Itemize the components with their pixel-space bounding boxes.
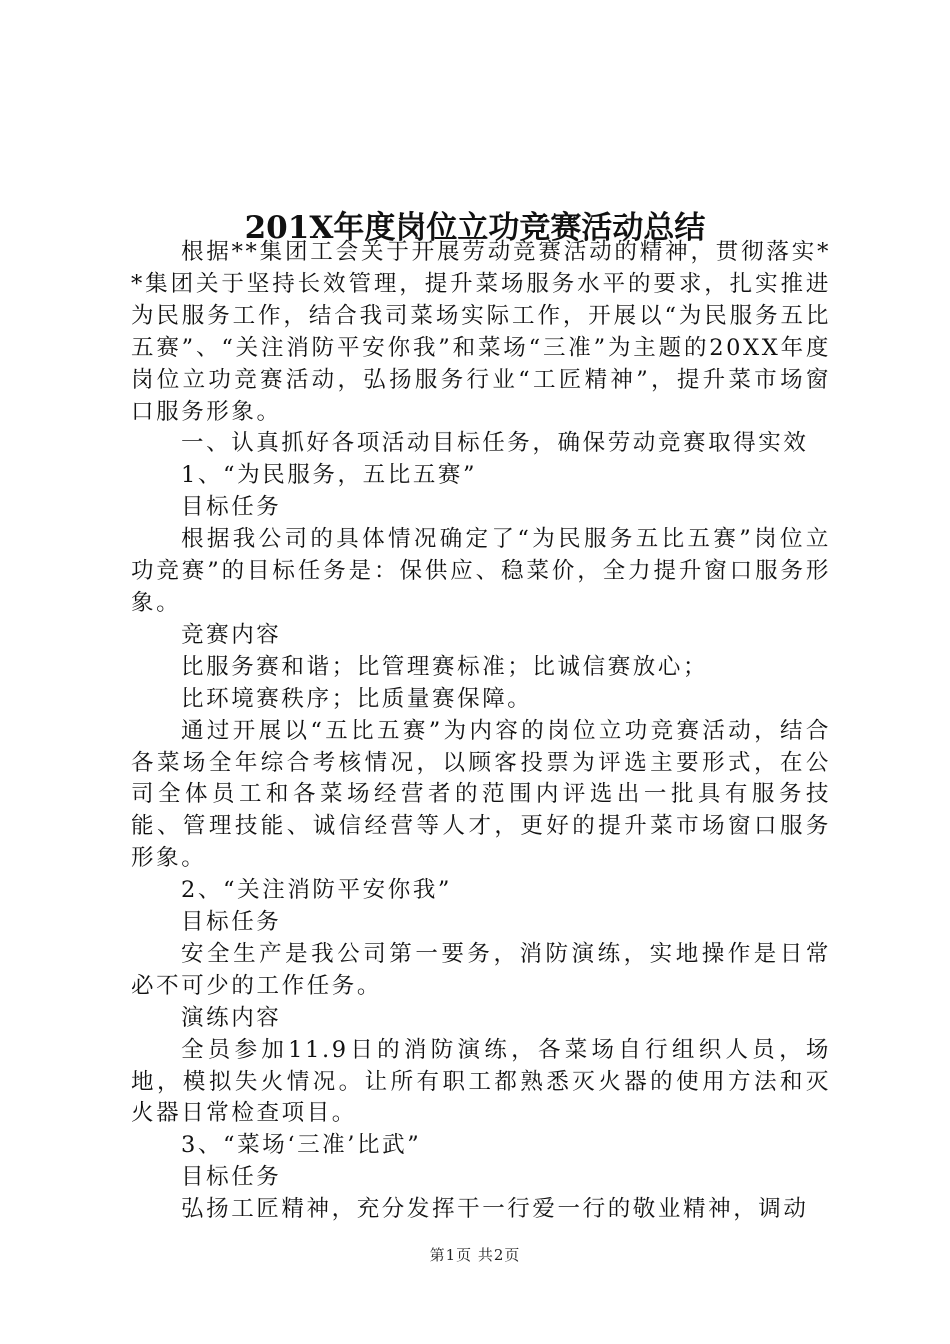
body-paragraph: 比服务赛和谐；比管理赛标准；比诚信赛放心； (181, 653, 709, 680)
body-paragraph: 安全生产是我公司第一要务，消防演练，实地操作是日常必不可少的工作任务。 (131, 940, 831, 999)
label-target-task: 目标任务 (181, 909, 282, 936)
body-paragraph: 通过开展以“五比五赛”为内容的岗位立功竞赛活动，结合各菜场全年综合考核情况，以顾客投票为评选主要形式，在公司全体员工和各菜场经营者的范围内评选出一批具有服务技能、管理技能、诚信经营等人才，更好的提升菜市场窗口服务形象。 (131, 717, 831, 872)
body-paragraph: 弘扬工匠精神，充分发挥干一行爱一行的敬业精神，调动 (181, 1196, 809, 1223)
intro-paragraph: 根据**集团工会关于开展劳动竞赛活动的精神，贯彻落实**集团关于坚持长效管理，提升菜场服务水平的要求，扎实推进为民服务工作，结合我司菜场实际工作，开展以“为民服务五比五赛”、“关注消防平安你我”和菜场“三准”为主题的20XX年度岗位立功竞赛活动，弘扬服务行业“工匠精神”，提升菜市场窗口服务形象。 (131, 239, 831, 425)
label-target-task: 目标任务 (181, 1164, 282, 1191)
label-drill-content: 演练内容 (181, 1004, 282, 1031)
page-number-footer: 第1页 共2页 (429, 1246, 521, 1264)
section-heading: 一、认真抓好各项活动目标任务，确保劳动竞赛取得实效 (181, 430, 809, 457)
label-competition-content: 竞赛内容 (181, 621, 282, 648)
body-paragraph: 比环境赛秩序；比质量赛保障。 (181, 685, 533, 712)
subsection-heading: 2、“关注消防平安你我” (181, 877, 453, 904)
subsection-heading: 3、“菜场‘三准’比武” (181, 1132, 422, 1159)
document-title: 201X年度岗位立功竞赛活动总结 (244, 209, 706, 246)
label-target-task: 目标任务 (181, 494, 282, 521)
document-body (131, 237, 831, 1226)
subsection-heading: 1、“为民服务，五比五赛” (181, 462, 478, 489)
body-paragraph: 全员参加11.9日的消防演练，各菜场自行组织人员，场地，模拟失火情况。让所有职工都熟悉灭火器的使用方法和灭火器日常检查项目。 (131, 1036, 831, 1127)
body-paragraph: 根据我公司的具体情况确定了“为民服务五比五赛”岗位立功竞赛”的目标任务是：保供应、稳菜价，全力提升窗口服务形象。 (131, 526, 831, 616)
